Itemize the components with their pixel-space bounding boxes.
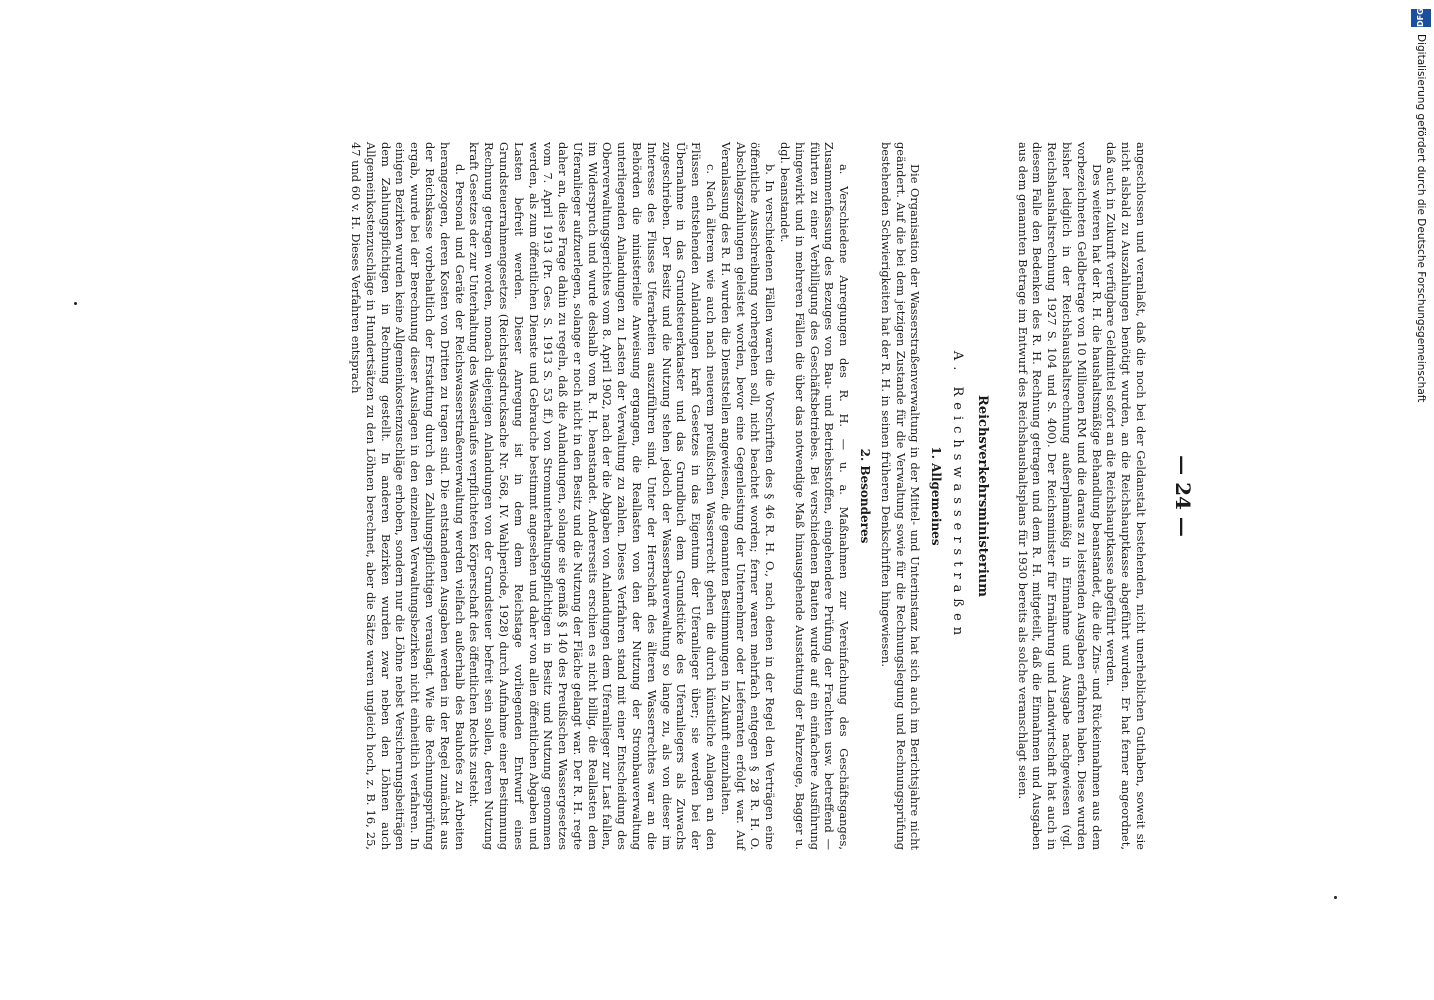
subheading-besonderes: 2. Besonderes (858, 448, 873, 544)
page-number: — 24 — (1171, 455, 1195, 537)
scan-speck (1334, 896, 1337, 899)
scan-speck (74, 302, 77, 305)
paragraph-top-1: angeschlossen und veranlaßt, daß die noch bei der Geldanstalt bestehenden, nicht unerheblichen Guthaben, soweit sie nicht alsbald zu Auszahlungen benötigt wurden, an die Reichshauptkasse abgeführt wurden. Er hat ferner angeordnet, daß auch in Zukunft verfügbare Geldmittel sofort an die Reichshauptkasse abgeführt werden. (1104, 142, 1148, 850)
paragraph-besonderes-c: c. Nach älterem wie auch nach neuerem preußischen Wasserrecht gehen die durch künstliche Anlagen an den Flüssen entstehenden Anlandungen kraft Gesetzes in das Eigentum der Uferanlieger über; sie werden bei der Übernahme in das Grundsteuerkataster und das Grundbuch dem Grundstücke des Uferanliegers als Zuwachs zugeschrieben. Der Besitz und die Nutzung stehen jedoch der Wasserbauverwaltung so lange zu, als von dieser im Interesse des Flusses Uferarbeiten auszuführen sind. Unter der Herrschaft des älteren Wasserrechtes war an die Behörden die ministerielle Anweisung ergangen, die Reallasten von den der Nutzung der Strombauverwaltung unterliegenden Anlandungen zu Lasten der Verwaltung zu zahlen. Dieses Verfahren stand mit einer Entscheidung des Oberverwaltungsgerichtes vom 8. April 1902, nach der die Abgaben von Anlandungen dem Uferanlieger zur Last fallen, im Widerspruch und wurde deshalb vom R. H. beanstandet. Andererseits erschien es nicht billig, die Reallasten dem Uferanlieger aufzuerlegen, solange er noch nicht in den Besitz und die Nutzung der Fläche gelangt war. Der R. H. regte daher an, diese Frage dahin zu regeln, daß die Anlandungen, solange sie gemäß § 140 des Preußischen Wassergesetzes vom 7. April 1913 (Pr. Ges. S. 1913 S. 53 ff.) von Stromunterhaltungspflichtigen in Besitz und Nutzung genommen werden, als zum öffentlichen Dienste und Gebrauche bestimmt angesehen und daher von allen öffentlichen Abgaben und Lasten befreit werden. Dieser Anregung ist in dem dem Reichstage vorliegenden Entwurf eines Grundsteuerrahmengesetzes (Reichstagsdrucksache Nr. 568, IV. Wahlperiode, 1928) durch Aufnahme einer Bestimmung Rechnung getragen worden, monach diejenigen Anlandungen von der Grundsteuer befreit sein sollen, deren Nutzung kraft Gesetzes der zur Unterhaltung des Wasserlaufes verpflichteten Körperschaft des öffentlichen Rechts zusteht. (467, 142, 719, 850)
scanned-document-page (36, 116, 1196, 876)
paragraph-besonderes-a: a. Verschiedene Anregungen des R. H. — u. a. Maßnahmen zur Vereinfachung des Geschäftsganges, Zusammenfassung des Bezuges von Bau- und Betriebsstoffen, eingehendere Prüfung der Frachten usw. betreffend — führten zu einer Verbilligung des Geschäftsbetriebes. Bei verschiedenen Bauten wurde auf ein einfachere Ausführung hingewirkt und in mehreren Fällen die über das notwendige Maß hinausgehende Ausstattung der Fahrzeuge, Bagger u. dgl. beanstandet. (778, 142, 852, 850)
digitization-footer (1412, 8, 1430, 992)
paragraph-besonderes-d: d. Personal und Geräte der Reichswasserstraßenverwaltung werden vielfach außerhalb des Bauhofes zu Arbeiten herangezogen, deren Kosten von Dritten zu tragen sind. Die entstandenen Ausgaben werden in der Regel zunächst aus der Reichskasse vorbehaltlich der Erstattung durch den Zahlungspflichtigen verauslagt. Wie die Rechnungsprüfung ergab, wurde bei der Berechnung dieser Auslagen in den einzelnen Verwaltungsbezirken nicht einheitlich verfahren. In einigen Bezirken wurden keine Allgemeinkostenzuschläge erhoben, sondern nur die Löhne nebst Versicherungsbeiträgen dem Zahlungspflichtigen in Rechnung gestellt. In anderen Bezirken wurden zwar neben den Löhnen auch Allgemeinkostenzuschläge in Hundertsätzen zu den Löhnen berechnet, aber die Sätze waren ungleich hoch, z. B. 16, 25, 47 und 60 v. H. Dieses Verfahren entsprach (348, 142, 467, 850)
paragraph-top-2: Des weiteren hat der R. H. die haushaltsmäßige Behandlung beanstandet, die die Zins- und Rückeinnahmen aus dem vorbezeichneten Geldbetrage von 10 Millionen RM und die daraus zu leistenden Ausgaben erfahren haben. Diese wurden bisher lediglich in der Reichshaushaltsrechnung außerplanmäßig in Einnahme und Ausgabe nachgewiesen (vgl. Reichshaushaltsrechnung 1927 S. 104 und S. 400). Der Reichsminister für Ernährung und Landwirtschaft hat auch in diesem Falle den Bedenken des R. H. Rechnung getragen und dem R. H. mitgeteilt, daß die Einnahmen und Ausgaben aus dem genannten Betrage im Entwurf des Reichshaushaltsplans für 1930 bereits als solche veranschlagt seien. (1015, 142, 1104, 850)
digitization-note: Digitalisierung gefördert durch die Deutsche Forschungsgemeinschaft (1415, 34, 1427, 403)
paragraph-besonderes-b: b. In verschiedenen Fällen waren die Vorschriften des § 46 R. H. O., nach denen in der Regel den Verträgen eine öffentliche Ausschreibung vorhergehen soll, nicht beachtet worden; ferner waren mehrfach entgegen § 28 R. H. O. Abschlagszahlungen geleistet worden, bevor eine Gegenleistung der Unternehmer oder Lieferanten erfolgt war. Auf Veranlassung des R. H. wurden die Dienststellen angewiesen, die genannten Bestimmungen in Zukunft einzuhalten. (718, 142, 778, 850)
paragraph-allgemeines: Die Organisation der Wasserstraßenverwaltung in der Mittel- und Unterinstanz hat sich auch im Berichtsjahre nicht geändert. Auf die bei dem jetzigen Zustande für die Verwaltung sowie für die Rechnungslegung und Rechnungsprüfung bestehenden Schwierigkeiten hat der R. H. in seinen früheren Denkschriften hingewiesen. (878, 142, 923, 850)
dfg-logo: DFG (1411, 9, 1431, 27)
subheading-allgemeines: 1. Allgemeines (929, 446, 944, 546)
ministry-heading: Reichsverkehrsministerium (974, 395, 990, 597)
section-a-heading: A. Reichswasserstraßen (950, 350, 966, 642)
